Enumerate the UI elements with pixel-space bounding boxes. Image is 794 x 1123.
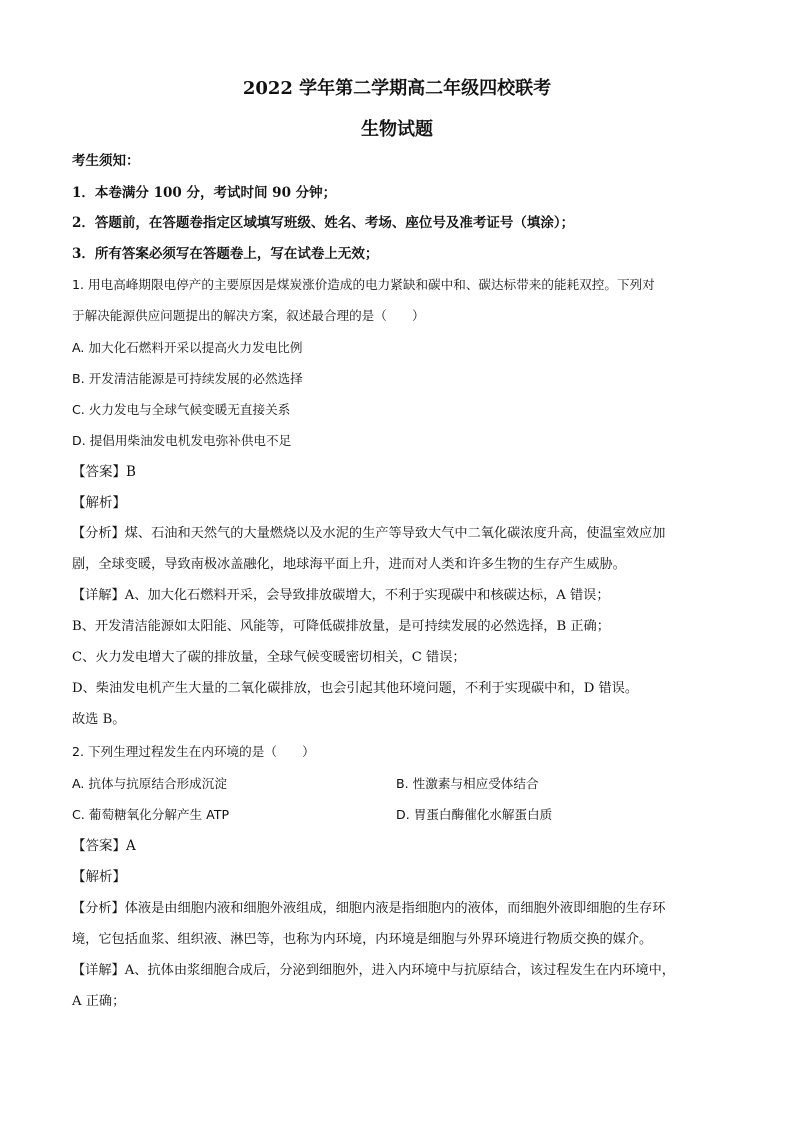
q2-detail-text1: A、抗体由浆细胞合成后，分泌到细胞外，进入内环境中与抗原结合，该过程发生在内环境中， xyxy=(124,963,675,978)
q2-option-d: D. 胃蛋白酶催化水解蛋白质 xyxy=(396,807,553,822)
q2-option-b: B. 性激素与相应受体结合 xyxy=(396,776,539,791)
q2-xiangjie-tag: 【详解】 xyxy=(72,963,125,978)
q2-answer xyxy=(72,837,136,855)
q1-option-a: A. 加大化石燃料开采以提高火力发电比例 xyxy=(72,340,303,355)
q1-answer xyxy=(72,463,136,481)
q1-analysis-tag: 【解析】 xyxy=(72,495,126,511)
notice-heading: 考生须知： xyxy=(72,153,140,169)
q1-stem-line1: 1. 用电高峰期限电停产的主要原因是煤炭涨价造成的电力紧缺和碳中和、碳达标带来的能耗双控。下列对 xyxy=(72,277,655,292)
q1-fenxi-tag: 【分析】 xyxy=(72,526,125,541)
q2-fenxi-tag: 【分析】 xyxy=(72,901,125,916)
q1-detail-text1: A、加大化石燃料开采，会导致排放碳增大，不利于实现碳中和核碳达标，A 错误； xyxy=(124,588,610,603)
q1-xiangjie-tag: 【详解】 xyxy=(72,588,125,603)
q1-fenxi-text1: 煤、石油和天然气的大量燃烧以及水泥的生产等导致大气中二氧化碳浓度升高，使温室效应加 xyxy=(124,526,666,541)
q2-fenxi-line1 xyxy=(72,900,665,918)
q1-detail-line4: D、柴油发电机产生大量的二氧化碳排放，也会引起其他环境问题，不利于实现碳中和，D 错误。 xyxy=(72,681,639,696)
exam-title: 2022 学年第二学期高二年级四校联考 xyxy=(242,78,552,99)
q2-option-a: A. 抗体与抗原结合形成沉淀 xyxy=(72,776,227,791)
q2-detail-line1 xyxy=(72,962,675,980)
q1-answer-tag: 【答案】 xyxy=(72,464,126,480)
q1-detail-line3: C、火力发电增大了碳的排放量，全球气候变暖密切相关，C 错误； xyxy=(72,650,466,665)
q1-detail-line1 xyxy=(72,587,610,605)
q1-stem-line2: 于解决能源供应问题提出的解决方案，叙述最合理的是（ ） xyxy=(72,308,425,323)
q1-option-c: C. 火力发电与全球气候变暖无直接关系 xyxy=(72,402,291,417)
q1-option-b: B. 开发清洁能源是可持续发展的必然选择 xyxy=(72,371,303,386)
q1-answer-value: B xyxy=(126,464,136,480)
q2-option-c: C. 葡萄糖氧化分解产生 ATP xyxy=(72,807,230,822)
q1-detail-line2: B、开发清洁能源如太阳能、风能等，可降低碳排放量，是可持续发展的必然选择，B 正确； xyxy=(72,619,610,634)
notice-item-3: 3．所有答案必须写在答题卷上，写在试卷上无效； xyxy=(72,246,379,262)
q1-fenxi-line2: 剧，全球变暖，导致南极冰盖融化，地球海平面上升，进而对人类和许多生物的生存产生威胁。 xyxy=(72,557,626,572)
notice-item-2: 2．答题前，在答题卷指定区域填写班级、姓名、考场、座位号及准考证号（填涂）； xyxy=(72,215,575,231)
q2-fenxi-line2: 境，它包括血浆、组织液、淋巴等，也称为内环境，内环境是细胞与外界环境进行物质交换的媒介。 xyxy=(72,932,653,947)
q1-fenxi-line1 xyxy=(72,525,665,543)
subject-title: 生物试题 xyxy=(361,119,433,140)
q2-fenxi-text1: 体液是由细胞内液和细胞外液组成，细胞内液是指细胞内的液体，而细胞外液即细胞的生存环 xyxy=(124,901,666,916)
q2-answer-value: A xyxy=(126,838,136,854)
q2-analysis-tag: 【解析】 xyxy=(72,869,126,885)
q2-detail-line2: A 正确； xyxy=(72,994,126,1009)
notice-item-1: 1．本卷满分 100 分，考试时间 90 分钟； xyxy=(72,185,337,201)
q2-answer-tag: 【答案】 xyxy=(72,838,126,854)
q1-option-d: D. 提倡用柴油发电机发电弥补供电不足 xyxy=(72,433,292,448)
q2-stem: 2. 下列生理过程发生在内环境的是（ ） xyxy=(72,744,315,759)
q1-conclusion: 故选 B。 xyxy=(72,712,126,727)
